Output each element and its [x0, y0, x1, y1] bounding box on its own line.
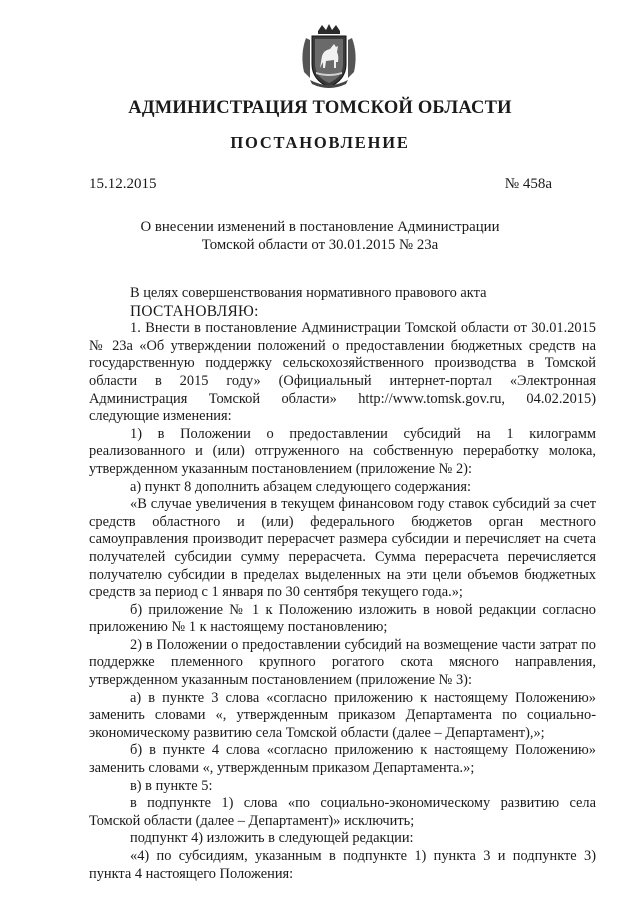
document-type-title: ПОСТАНОВЛЕНИЕ [230, 133, 410, 152]
body-paragraph: «В случае увеличения в текущем финансовом году ставок субсидий за счет средств областного и (или) федерального бюджетов орган местного самоуправления производит перерасчет размера субсидии и перечисляет на счета получателей субсидии сумму перерасчета. Сумма перерасчета перечисляется получателю субсидии в пределах выделенных на эти цели объемов бюджетных средств за период с 1 января по 30 сентября текущего года.»; [89, 496, 596, 601]
preamble-paragraph: В целях совершенствования нормативного правового акта [130, 285, 487, 301]
organization-title: АДМИНИСТРАЦИЯ ТОМСКОЙ ОБЛАСТИ [128, 98, 512, 118]
body-paragraph: «4) по субсидиям, указанным в подпункте 1) пункта 3 и подпункте 3) пункта 4 настоящего Положения: [89, 848, 596, 882]
resolve-heading: ПОСТАНОВЛЯЮ: [130, 302, 259, 320]
body-paragraph: б) в пункте 4 слова «согласно приложению к настоящему Положению» заменить словами «, утвержденным приказом Департамента.»; [89, 742, 596, 777]
document-number: № 458а [504, 176, 552, 192]
document-date: 15.12.2015 [89, 176, 157, 192]
document-body [89, 285, 596, 883]
body-paragraph: б) приложение № 1 к Положению изложить в новой редакции согласно приложению № 1 к настоящему постановлению; [89, 601, 596, 636]
body-paragraph: в подпункте 1) слова «по социально-экономическому развитию села Томской области (далее – Департамент)» исключить; [89, 795, 596, 829]
body-paragraph: 1. Внести в постановление Администрации Томской области от 30.01.2015 № 23а «Об утверждении положений о предоставлении бюджетных средств на государственную поддержку сельскохозяйственного производства в Томской области в 2015 году» (Официальный интернет-портал «Электронная Администрация Томской области» http://www.tomsk.gov.ru, 04.02.2015) следующие изменения: [89, 320, 596, 425]
body-paragraph: 1) в Положении о предоставлении субсидий на 1 килограмм реализованного и (или) отгруженного на собственную переработку молока, утвержденном указанным постановлением (приложение № 2): [89, 425, 596, 477]
subject-line: Томской области от 30.01.2015 № 23а [201, 237, 439, 253]
body-paragraph: а) в пункте 3 слова «согласно приложению к настоящему Положению» заменить словами «, утвержденным приказом Департамента по социально-экономическому развитию села Томской области (далее – Департамент),»; [89, 689, 596, 741]
body-paragraph: 2) в Положении о предоставлении субсидий на возмещение части затрат по поддержке племенного крупного рогатого скота мясного направления, утвержденном указанным постановлением (приложение № 3): [89, 636, 596, 689]
body-paragraph: подпункт 4) изложить в следующей редакции: [130, 830, 414, 847]
body-paragraph: а) пункт 8 дополнить абзацем следующего содержания: [130, 478, 471, 495]
body-paragraph: в) в пункте 5: [130, 777, 213, 794]
coat-of-arms-icon [296, 24, 362, 90]
subject-line: О внесении изменений в постановление Администрации [140, 219, 500, 235]
document-subject [0, 218, 640, 254]
